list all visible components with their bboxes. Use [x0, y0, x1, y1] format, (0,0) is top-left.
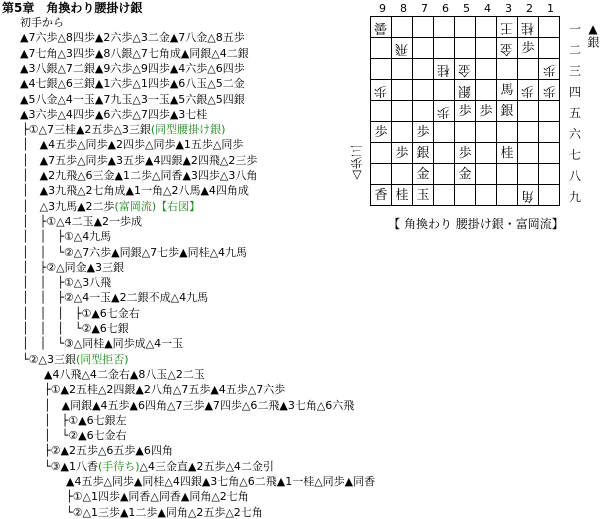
board-square: [371, 122, 392, 143]
board-square: [455, 17, 476, 38]
file-label: 2: [526, 2, 533, 15]
shogi-piece: 飛: [395, 41, 409, 56]
board-square: [539, 101, 560, 122]
rank-labels: [565, 16, 585, 206]
board-square: [434, 164, 455, 185]
shogi-piece: 金: [500, 41, 514, 56]
board-square: [497, 143, 518, 164]
shogi-piece: 桂: [521, 20, 535, 35]
board-square: [413, 38, 434, 59]
board-square: [476, 59, 497, 80]
gote-hand: △歩三: [350, 145, 364, 183]
variation-line: [22, 230, 111, 243]
shogi-piece: 歩: [521, 83, 535, 98]
shogi-piece: 桂: [500, 146, 514, 161]
board-square: [476, 101, 497, 122]
board-square: [371, 80, 392, 101]
move-text: └③▲1八香: [22, 459, 98, 473]
move-text: ▲7七角△3四歩▲8八銀△7七角成▲同銀△4二銀: [20, 46, 249, 60]
variation-line: [20, 108, 207, 121]
variation-line: [22, 414, 127, 427]
shogi-piece: 銀: [458, 83, 472, 98]
shogi-piece: 馬: [500, 83, 514, 98]
rank-label: 九: [568, 190, 581, 204]
move-text: │ └②▲6七金右: [22, 429, 127, 443]
rank-label: 七: [568, 148, 581, 162]
move-text: │ ▲2九飛△6三金▲1二歩△同香▲3四歩△3八角: [22, 169, 258, 182]
board-square: [497, 185, 518, 206]
board-square: [371, 164, 392, 185]
file-labels: [372, 2, 562, 16]
shogi-piece: 歩: [395, 146, 409, 161]
board-square: [539, 38, 560, 59]
board-square: [497, 80, 518, 101]
rank-label: 八: [568, 169, 581, 183]
move-text: │ ├①△4二玉▲2一歩成: [22, 214, 143, 228]
board-square: [518, 122, 539, 143]
board-square: [434, 122, 455, 143]
rank-label: 二: [568, 43, 581, 57]
board-square: [434, 17, 455, 38]
board-square: [434, 59, 455, 80]
variation-line: [22, 383, 285, 396]
board-square: [455, 185, 476, 206]
board-square: [476, 80, 497, 101]
variation-line: [22, 322, 129, 335]
variation-line: [20, 77, 245, 90]
chapter-title: 第5章 角換わり腰掛け銀: [2, 1, 143, 15]
variation-line: [20, 93, 245, 106]
variation-line: [22, 475, 375, 488]
board-square: [371, 59, 392, 80]
board-square: [539, 17, 560, 38]
board-square: [413, 164, 434, 185]
shogi-piece: 歩: [542, 62, 556, 77]
board-square: [476, 38, 497, 59]
board-square: [476, 164, 497, 185]
variation-line: [22, 399, 354, 412]
board-square: [371, 185, 392, 206]
board-square: [413, 122, 434, 143]
board-square: [392, 38, 413, 59]
board-square: [476, 143, 497, 164]
board-square: [371, 143, 392, 164]
move-text: │ ▲3九飛△2七角成▲1一角△2八馬▲4四角成: [22, 184, 249, 198]
board-square: [392, 80, 413, 101]
board-square: [539, 80, 560, 101]
move-text-continued: △4三金直▲2五歩△4二金引: [139, 459, 274, 473]
board-square: [539, 122, 560, 143]
shogi-piece: 曇: [374, 20, 388, 35]
variation-line: [22, 276, 111, 289]
move-text: │ │ └③△同桂▲同歩成△4一玉: [22, 337, 184, 351]
variation-line: [22, 123, 225, 136]
move-text: │ ├①▲6七銀左: [22, 413, 127, 427]
board-square: [476, 122, 497, 143]
board-square: [392, 122, 413, 143]
board-square: [518, 143, 539, 164]
board-square: [371, 101, 392, 122]
board-square: [371, 38, 392, 59]
move-text: ├②▲2五歩△6五歩▲6四角: [22, 444, 173, 458]
variation-line: [22, 490, 249, 503]
variation-note: (富岡流)【右図】: [114, 199, 201, 213]
move-text: │ │ │ └②▲6七銀: [22, 322, 129, 335]
move-text: │ │ └②△7六歩▲同銀△7七歩▲同桂△4九馬: [22, 245, 248, 259]
shogi-piece: 桂: [437, 62, 451, 77]
file-label: 5: [463, 2, 470, 15]
move-text: ▲3六歩△4四歩▲6六歩△7四歩▲3七桂: [20, 107, 208, 121]
board-square: [434, 143, 455, 164]
shogi-piece: 歩: [374, 125, 388, 140]
board-square: [371, 17, 392, 38]
shogi-piece: 香: [374, 188, 388, 203]
move-text: ▲4七銀△6三銀▲1六歩△1四歩▲6八玉△5二金: [20, 77, 245, 91]
rank-label: 四: [568, 85, 581, 99]
move-text: ▲4八飛△4二金右▲8八玉△2二玉: [22, 367, 205, 381]
variation-line: [20, 62, 245, 75]
board-grid: [370, 16, 560, 206]
variation-line: [22, 154, 257, 167]
board-square: [476, 17, 497, 38]
rank-label: 一: [568, 22, 581, 36]
shogi-piece: 玉: [416, 188, 430, 203]
board-square: [518, 59, 539, 80]
variation-line: [22, 246, 247, 259]
shogi-piece: 歩: [437, 104, 451, 119]
board-square: [518, 164, 539, 185]
file-label: 4: [484, 2, 491, 15]
board-square: [434, 101, 455, 122]
shogi-piece: 歩: [542, 83, 556, 98]
board-square: [455, 143, 476, 164]
board-square: [413, 185, 434, 206]
board-square: [392, 17, 413, 38]
board-square: [497, 38, 518, 59]
variation-line: [22, 291, 208, 304]
board-square: [518, 101, 539, 122]
diagram-caption: 【 角換わり 腰掛け銀・富岡流】: [388, 217, 564, 231]
board-square: [413, 143, 434, 164]
move-text: ▲5八金△4一玉▲7九玉△3一玉▲5六銀△5四銀: [20, 92, 245, 106]
move-text: │ │ ├①△4九馬: [22, 230, 112, 244]
variation-line: [20, 16, 64, 29]
variation-line: [20, 47, 249, 60]
board-square: [413, 59, 434, 80]
sente-hand: ▲銀: [586, 22, 600, 48]
move-text: │ │ ├①△3八飛: [22, 276, 112, 290]
variation-line: [22, 460, 274, 473]
variation-line: [22, 215, 142, 228]
board-square: [518, 185, 539, 206]
board-square: [497, 59, 518, 80]
board-square: [539, 143, 560, 164]
board-square: [539, 59, 560, 80]
board-square: [539, 164, 560, 185]
rank-label: 六: [568, 127, 581, 141]
variation-line: [22, 444, 173, 457]
rank-label: 三: [568, 64, 581, 78]
variation-line: [22, 200, 200, 213]
variation-line: [20, 31, 245, 44]
move-text: │ ▲7五歩△同歩▲3五歩▲4四銀▲2四飛△2三歩: [22, 153, 258, 167]
move-text: 初手から: [20, 16, 64, 29]
board-square: [455, 164, 476, 185]
file-label: 6: [442, 2, 449, 15]
file-label: 1: [547, 2, 554, 15]
shogi-piece: 歩: [374, 83, 388, 98]
variation-line: [22, 429, 127, 442]
board-square: [455, 101, 476, 122]
shogi-piece: 歩: [479, 104, 493, 119]
board-square: [518, 80, 539, 101]
move-text: ▲3八銀△7二銀▲9六歩△9四歩▲4六歩△6四歩: [20, 61, 245, 75]
file-label: 9: [379, 2, 386, 15]
board-square: [434, 185, 455, 206]
move-text: ├①△1四歩▲同香△同香▲同角△2七角: [22, 490, 249, 504]
variation-line: [22, 169, 257, 182]
variation-note: (同型拒否): [75, 352, 129, 366]
board-square: [413, 101, 434, 122]
move-text: │ △3九馬▲2二歩: [22, 199, 115, 213]
board-square: [497, 164, 518, 185]
board-square: [392, 164, 413, 185]
file-label: 3: [505, 2, 512, 15]
shogi-piece: 金: [458, 62, 472, 77]
board-square: [392, 143, 413, 164]
variation-line: [22, 261, 124, 274]
move-text: ├①△7三桂▲2五歩△3三銀: [22, 123, 151, 137]
board-square: [518, 38, 539, 59]
board-square: [392, 59, 413, 80]
board-square: [434, 80, 455, 101]
board-square: [455, 59, 476, 80]
shogi-piece: 歩: [521, 41, 535, 56]
board-square: [497, 17, 518, 38]
shogi-piece: 角: [521, 188, 535, 203]
board-square: [497, 101, 518, 122]
move-text: │ │ │ ├①▲6七金右: [22, 306, 140, 320]
board-square: [434, 38, 455, 59]
board-square: [413, 80, 434, 101]
file-label: 7: [421, 2, 428, 15]
variation-note: (手待ち): [97, 459, 140, 473]
variation-line: [22, 138, 243, 151]
shogi-piece: 桂: [395, 188, 409, 203]
variation-line: [22, 337, 183, 350]
board-square: [539, 185, 560, 206]
shogi-piece: 王: [500, 20, 514, 35]
shogi-piece: 歩: [458, 104, 472, 119]
rank-label: 五: [568, 106, 581, 120]
variation-line: [22, 353, 129, 366]
board-square: [455, 122, 476, 143]
variation-line: [22, 506, 263, 519]
move-text: ▲4五歩△同歩▲同桂△4四銀▲3七角△6二飛▲1一桂△同歩▲同香: [22, 475, 376, 488]
shogi-piece: 銀: [416, 146, 430, 161]
move-text: │ ▲4五歩△同歩▲2四歩△同歩▲1五歩△同歩: [22, 138, 244, 152]
move-text: ├①▲2五桂△2四銀▲2八角△7五歩▲4五歩△7六歩: [22, 383, 286, 397]
move-text: │ ▲同銀▲4五歩▲6四角△7三歩▲7四歩△6二飛▲3七角△6六飛: [22, 398, 355, 412]
file-label: 8: [400, 2, 407, 15]
board-square: [392, 185, 413, 206]
move-text: │ │ ├②△4一玉▲2二銀不成△4九馬: [22, 291, 209, 305]
move-text: └②△3三銀: [22, 352, 76, 366]
board-square: [518, 17, 539, 38]
move-text: ▲7六歩△8四歩▲2六歩△3二金▲7八金△8五歩: [20, 31, 245, 45]
board-square: [497, 122, 518, 143]
variation-note: (同型腰掛け銀): [150, 123, 226, 137]
variation-line: [22, 184, 249, 197]
board-square: [455, 80, 476, 101]
board-square: [392, 101, 413, 122]
shogi-piece: 銀: [500, 104, 514, 119]
board-square: [413, 17, 434, 38]
shogi-piece: 金: [416, 167, 430, 182]
move-text: │ ├②△同金▲3三銀: [22, 260, 125, 274]
shogi-piece: 金: [458, 167, 472, 182]
board-square: [476, 185, 497, 206]
shogi-piece: 歩: [458, 146, 472, 161]
move-text: └②△1三歩▲1二歩▲同角△2五歩△2七角: [22, 505, 263, 519]
variation-line: [22, 368, 205, 381]
board-square: [455, 38, 476, 59]
variation-line: [22, 307, 140, 320]
shogi-piece: 歩: [416, 125, 430, 140]
